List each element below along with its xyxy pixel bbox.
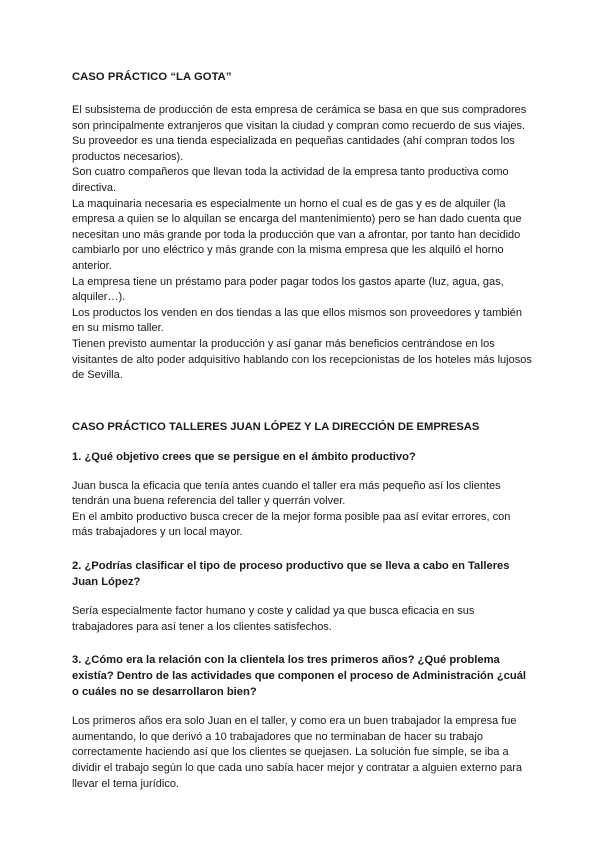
question-block-2 — [72, 558, 534, 635]
answer-paragraph: En el ambito productivo busca crecer de la mejor forma posible paa así evitar errores, con más trabajadores y un local mayor. — [72, 510, 511, 539]
case-title-talleres-juan-lopez: CASO PRÁCTICO TALLERES JUAN LÓPEZ Y LA DIRECCIÓN DE EMPRESAS — [72, 420, 480, 433]
paragraph: El subsistema de producción de esta empresa de cerámica se basa en que sus compradores son principalmente extranjeros que visitan la ciudad y compran como recuerdo de sus viajes. — [72, 104, 527, 132]
answer — [72, 479, 534, 541]
paragraph: Tienen previsto aumentar la producción y así ganar más beneficios centrándose en los visitantes de alto poder adquisitivo hablando con los recepcionistas de los hoteles más lujosos de Sevilla. — [72, 337, 532, 382]
paragraph: Los productos los venden en dos tiendas a las que ellos mismos son proveedores y también en su mismo taller. — [72, 306, 523, 335]
question-block-1 — [72, 449, 534, 541]
question-block-3 — [72, 652, 534, 792]
paragraph: Su proveedor es una tienda especializada en pequeñas cantidades (ahí compran todos los productos necesarios). — [72, 135, 515, 163]
answer — [72, 714, 534, 792]
case-la-gota-body — [72, 103, 534, 384]
question-heading: 3. ¿Cómo era la relación con la clientela los tres primeros años? ¿Qué problema existía? Dentro de las actividades que componen el proceso de Administración ¿cuál o cuáles no se desarrollaron bien? — [72, 654, 527, 699]
answer — [72, 604, 534, 635]
case-title-la-gota: CASO PRÁCTICO “LA GOTA” — [72, 71, 232, 83]
paragraph: La empresa tiene un préstamo para poder pagar todos los gastos aparte (luz, agua, gas, alquiler…). — [72, 275, 504, 304]
paragraph: La maquinaria necesaria es especialmente un horno el cual es de gas y es de alquiler (la empresa a quien se lo alquilan se encarga del mantenimiento) pero se han dado cuenta que necesitan uno más grande por toda la producción que van a afrontar, por tanto han decidido cambiarlo por uno eléctrico y más grande con la misma empresa que les alquiló el horno anterior. — [72, 197, 522, 272]
answer-paragraph: Juan busca la eficacia que tenía antes cuando el taller era más pequeño así los clientes tendrán una buena referencia del taller y querrán volver. — [72, 479, 501, 508]
answer-paragraph: Sería especialmente factor humano y coste y calidad ya que busca eficacia en sus trabajadores para así tener a los clientes satisfechos. — [72, 605, 475, 633]
question-heading: 1. ¿Qué objetivo crees que se persigue en el ámbito productivo? — [72, 450, 416, 463]
answer-paragraph: Los primeros años era solo Juan en el taller, y como era un buen trabajador la empresa fue aumentando, lo que derivó a 10 trabajadores que no terminaban de hacer su trabajo correctamente haciendo así que los clientes se quejasen. La solución fue simple, se iba a dividir el trabajo según lo que cada uno sabía hacer mejor y contratar a alguien externo para llevar el tema jurídico. — [72, 715, 523, 790]
document-page — [72, 70, 534, 809]
paragraph: Son cuatro compañeros que llevan toda la actividad de la empresa tanto productiva como directiva. — [72, 166, 509, 194]
question-heading: 2. ¿Podrías clasificar el tipo de proceso productivo que se lleva a cabo en Talleres Juan López? — [72, 560, 510, 589]
